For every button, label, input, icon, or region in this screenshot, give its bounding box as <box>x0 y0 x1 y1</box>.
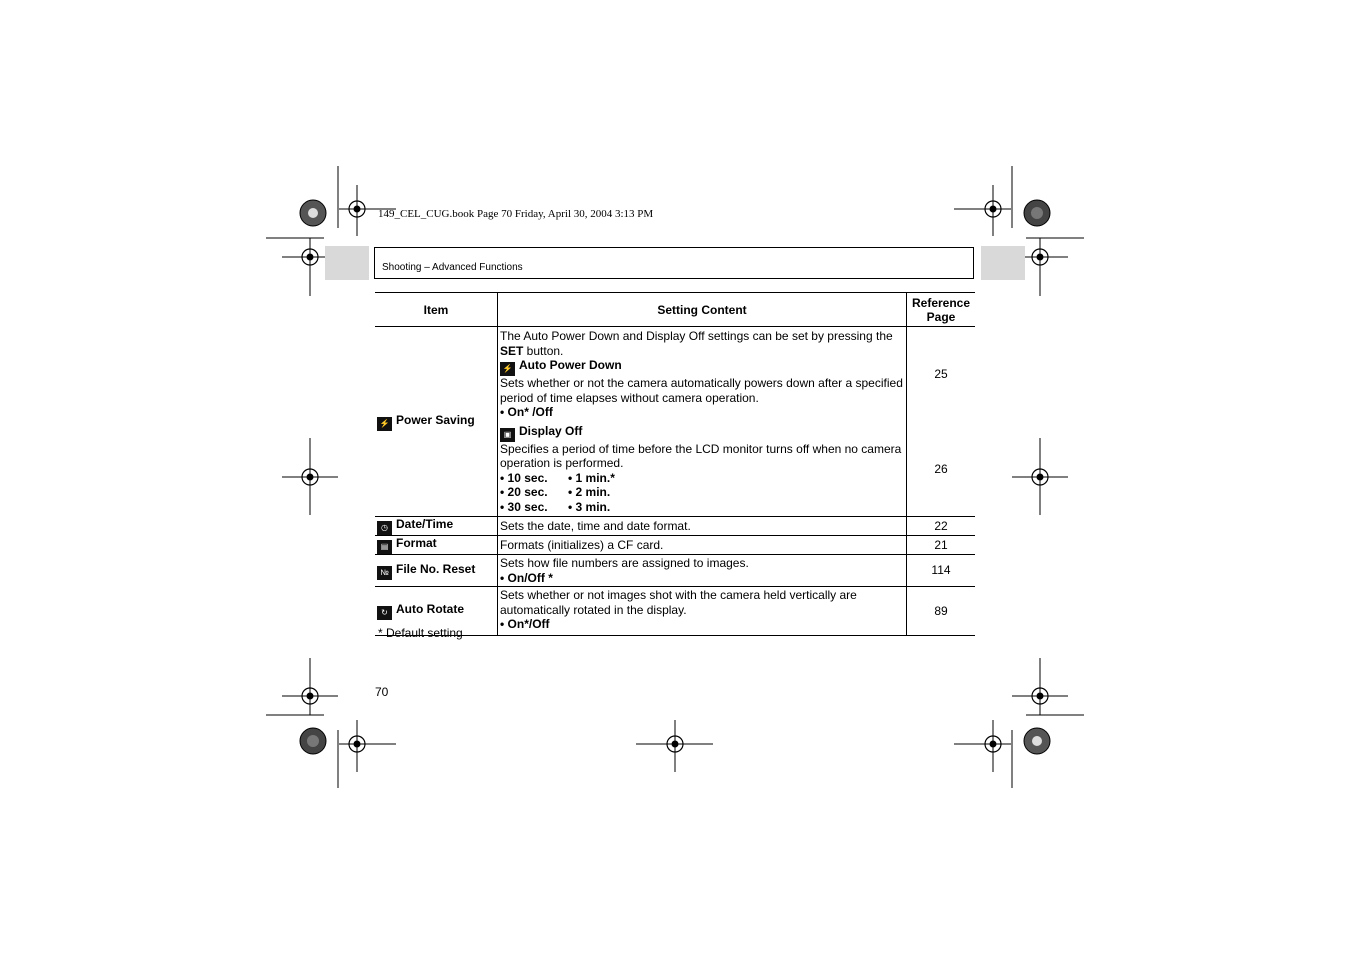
table-row-auto-rotate <box>375 587 975 636</box>
ref-date-time: 22 <box>907 517 976 536</box>
display-off-options-row: • 20 sec. • 2 min. <box>500 485 611 499</box>
content-format: Formats (initializes) a CF card. <box>498 536 907 555</box>
table-row-power-saving <box>375 327 975 422</box>
content-power-saving-apd <box>498 327 907 422</box>
auto-power-down-options: • On* /Off <box>500 405 553 419</box>
clock-icon: ◷ <box>377 521 392 535</box>
auto-rotate-options: • On*/Off <box>500 617 550 631</box>
file-no-reset-desc: Sets how file numbers are assigned to images. <box>500 556 749 570</box>
page-tab-left <box>325 246 369 280</box>
footnote: * Default setting <box>378 626 463 640</box>
auto-power-down-icon: ⚡ <box>500 362 515 376</box>
display-off-icon: ▣ <box>500 428 515 442</box>
display-off-title: ▣ Display Off <box>500 424 904 442</box>
format-icon: ▤ <box>377 540 392 554</box>
table-row-format <box>375 536 975 555</box>
content-date-time: Sets the date, time and date format. <box>498 517 907 536</box>
column-header-ref: Reference Page <box>907 293 976 327</box>
display-off-options-row: • 30 sec. • 3 min. <box>500 499 611 514</box>
content-auto-rotate <box>498 587 907 636</box>
display-off-desc: Specifies a period of time before the LCD monitor turns off when no camera operation is performed. <box>500 441 902 470</box>
section-header <box>374 247 974 279</box>
print-info: 149_CEL_CUG.book Page 70 Friday, April 30, 2004 3:13 PM <box>378 208 654 220</box>
auto-power-down-desc: Sets whether or not the camera automatically powers down after a specified period of time elapses without camera operation. <box>500 376 903 405</box>
content-display-off <box>498 422 907 517</box>
auto-power-down-title: ⚡ Auto Power Down <box>500 358 904 376</box>
item-label: Power Saving <box>396 412 475 427</box>
ref-file-no-reset: 114 <box>907 555 976 587</box>
table-row-file-no-reset <box>375 555 975 587</box>
file-no-reset-options: • On/Off * <box>500 570 553 585</box>
ref-display-off: 26 <box>907 422 976 517</box>
item-auto-rotate: ↻ Auto Rotate <box>375 587 498 636</box>
power-saving-intro: The Auto Power Down and Display Off settings can be set by pressing the SET button. <box>500 329 893 358</box>
settings-table <box>375 292 975 636</box>
power-saving-icon: ⚡ <box>377 417 392 431</box>
auto-rotate-desc: Sets whether or not images shot with the camera held vertically are automatically rotated in the display. <box>500 588 857 617</box>
table-header-row <box>375 293 975 327</box>
section-title: Shooting – Advanced Functions <box>382 262 523 273</box>
display-off-options-row: • 10 sec. • 1 min.* <box>500 470 615 485</box>
item-format: ▤ Format <box>375 536 498 555</box>
ref-auto-power-down: 25 <box>907 327 976 422</box>
auto-rotate-icon: ↻ <box>377 606 392 620</box>
item-date-time: ◷ Date/Time <box>375 517 498 536</box>
column-header-content: Setting Content <box>498 293 907 327</box>
column-header-item: Item <box>375 293 498 327</box>
file-number-icon: № <box>377 566 392 580</box>
page-tab-right <box>981 246 1025 280</box>
item-power-saving <box>375 327 498 517</box>
content-file-no-reset <box>498 555 907 587</box>
ref-auto-rotate: 89 <box>907 587 976 636</box>
page-number: 70 <box>375 685 389 699</box>
ref-format: 21 <box>907 536 976 555</box>
item-file-no-reset: № File No. Reset <box>375 555 498 587</box>
table-row-date-time <box>375 517 975 536</box>
